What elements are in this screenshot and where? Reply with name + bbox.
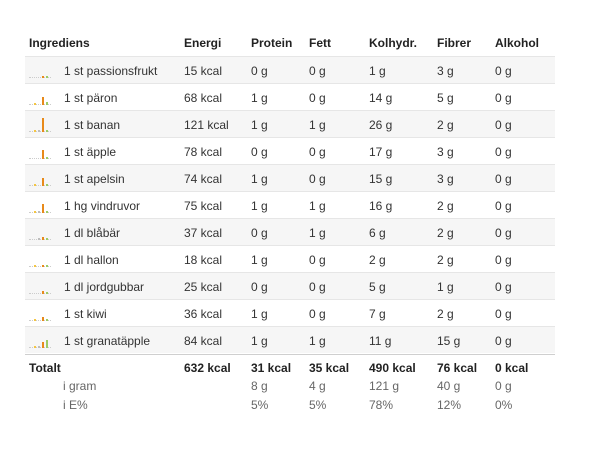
col-alkohol[interactable]: Alkohol bbox=[495, 36, 539, 50]
fiber-bar bbox=[46, 102, 48, 105]
cell-protein: 0 g bbox=[251, 226, 268, 240]
cell-fibrer: 15 g bbox=[437, 334, 461, 348]
carb-bar bbox=[42, 204, 44, 213]
cell-fett: 0 g bbox=[309, 280, 326, 294]
col-energi[interactable]: Energi bbox=[184, 36, 222, 50]
cell-name: 1 dl hallon bbox=[64, 253, 119, 267]
cell-fett: 1 g bbox=[309, 118, 326, 132]
totals-label: Totalt bbox=[29, 361, 61, 375]
cell-fibrer: 3 g bbox=[437, 172, 454, 186]
cell-kolhydr: 5 g bbox=[369, 280, 386, 294]
cell-name: 1 st päron bbox=[64, 91, 118, 105]
nutrient-sparkline-icon bbox=[29, 116, 53, 132]
cell-fett: 0 g bbox=[309, 64, 326, 78]
nutrient-sparkline-icon bbox=[29, 89, 53, 105]
table-row[interactable] bbox=[25, 218, 555, 245]
cell-protein: 1 g bbox=[251, 172, 268, 186]
nutrient-sparkline-icon bbox=[29, 170, 53, 186]
cell-alkohol: 0 g bbox=[495, 307, 512, 321]
cell-fibrer: 1 g bbox=[437, 280, 454, 294]
table-row[interactable] bbox=[25, 164, 555, 191]
carb-bar bbox=[42, 150, 44, 159]
carb-bar bbox=[42, 97, 44, 105]
table-row[interactable] bbox=[25, 110, 555, 137]
cell-energi: 36 kcal bbox=[184, 307, 223, 321]
fat-bar bbox=[38, 346, 40, 348]
carb-bar bbox=[42, 342, 44, 348]
cell-name: 1 st kiwi bbox=[64, 307, 107, 321]
cell-protein: 0 g bbox=[251, 280, 268, 294]
totals-energi: 632 kcal bbox=[184, 361, 231, 375]
protein-bar bbox=[34, 265, 36, 267]
fiber-bar bbox=[46, 265, 48, 267]
carb-bar bbox=[42, 178, 44, 186]
cell-name: 1 st apelsin bbox=[64, 172, 125, 186]
cell-fett: 1 g bbox=[309, 226, 326, 240]
nutrient-sparkline-icon bbox=[29, 224, 53, 240]
col-ingrediens[interactable]: Ingrediens bbox=[29, 36, 90, 50]
cell-fett: 0 g bbox=[309, 307, 326, 321]
gram-protein: 8 g bbox=[251, 379, 268, 393]
cell-energi: 37 kcal bbox=[184, 226, 223, 240]
cell-fibrer: 3 g bbox=[437, 64, 454, 78]
cell-protein: 1 g bbox=[251, 118, 268, 132]
cell-alkohol: 0 g bbox=[495, 145, 512, 159]
energy-pct-protein: 5% bbox=[251, 398, 269, 412]
fiber-bar bbox=[46, 211, 48, 213]
cell-fett: 0 g bbox=[309, 253, 326, 267]
energy-pct-alkohol: 0% bbox=[495, 398, 513, 412]
fat-bar bbox=[38, 211, 40, 213]
cell-fibrer: 2 g bbox=[437, 118, 454, 132]
energy-pct-label: i E% bbox=[63, 398, 88, 412]
table-row[interactable] bbox=[25, 245, 555, 272]
cell-alkohol: 0 g bbox=[495, 199, 512, 213]
protein-bar bbox=[34, 103, 36, 105]
cell-name: 1 dl jordgubbar bbox=[64, 280, 145, 294]
fiber-bar bbox=[46, 130, 48, 132]
cell-energi: 18 kcal bbox=[184, 253, 223, 267]
totals-protein: 31 kcal bbox=[251, 361, 292, 375]
nutrient-sparkline-icon bbox=[29, 305, 53, 321]
cell-energi: 121 kcal bbox=[184, 118, 229, 132]
gram-label: i gram bbox=[63, 379, 97, 393]
totals-divider bbox=[25, 354, 555, 355]
protein-bar bbox=[34, 184, 36, 186]
col-fett[interactable]: Fett bbox=[309, 36, 331, 50]
gram-kolhydr: 121 g bbox=[369, 379, 400, 393]
fiber-bar bbox=[46, 292, 48, 294]
cell-name: 1 hg vindruvor bbox=[64, 199, 141, 213]
table-row[interactable] bbox=[25, 326, 555, 353]
cell-kolhydr: 15 g bbox=[369, 172, 393, 186]
cell-protein: 0 g bbox=[251, 145, 268, 159]
cell-fett: 0 g bbox=[309, 172, 326, 186]
fiber-bar bbox=[46, 238, 48, 240]
cell-energi: 74 kcal bbox=[184, 172, 223, 186]
col-kolhydr[interactable]: Kolhydr. bbox=[369, 36, 418, 50]
cell-fibrer: 2 g bbox=[437, 307, 454, 321]
cell-protein: 1 g bbox=[251, 334, 268, 348]
cell-alkohol: 0 g bbox=[495, 226, 512, 240]
gram-fibrer: 40 g bbox=[437, 379, 461, 393]
cell-fibrer: 2 g bbox=[437, 199, 454, 213]
cell-kolhydr: 11 g bbox=[369, 334, 392, 348]
cell-kolhydr: 14 g bbox=[369, 91, 393, 105]
cell-name: 1 dl blåbär bbox=[64, 226, 121, 240]
cell-name: 1 st passionsfrukt bbox=[64, 64, 158, 78]
totals-kolhydr: 490 kcal bbox=[369, 361, 416, 375]
table-row[interactable] bbox=[25, 137, 555, 164]
fiber-bar bbox=[46, 184, 48, 186]
cell-kolhydr: 6 g bbox=[369, 226, 386, 240]
cell-alkohol: 0 g bbox=[495, 172, 512, 186]
cell-protein: 1 g bbox=[251, 253, 268, 267]
fiber-bar bbox=[46, 76, 48, 78]
totals-row bbox=[0, 361, 600, 377]
totals-fibrer: 76 kcal bbox=[437, 361, 478, 375]
fat-bar bbox=[38, 130, 40, 132]
protein-bar bbox=[34, 130, 36, 132]
protein-bar bbox=[34, 319, 36, 321]
totals-energy-pct-row bbox=[0, 398, 600, 414]
carb-bar bbox=[42, 118, 44, 132]
cell-energi: 15 kcal bbox=[184, 64, 223, 78]
totals-alkohol: 0 kcal bbox=[495, 361, 529, 375]
table-header bbox=[0, 36, 600, 52]
nutrient-sparkline-icon bbox=[29, 62, 53, 78]
cell-alkohol: 0 g bbox=[495, 118, 512, 132]
cell-fibrer: 5 g bbox=[437, 91, 454, 105]
energy-pct-kolhydr: 78% bbox=[369, 398, 394, 412]
fat-bar bbox=[38, 238, 40, 240]
nutrient-sparkline-icon bbox=[29, 197, 53, 213]
ingredient-list bbox=[25, 56, 555, 353]
nutrient-sparkline-icon bbox=[29, 332, 53, 348]
cell-alkohol: 0 g bbox=[495, 91, 512, 105]
col-protein[interactable]: Protein bbox=[251, 36, 293, 50]
gram-fett: 4 g bbox=[309, 379, 326, 393]
nutrient-sparkline-icon bbox=[29, 251, 53, 267]
cell-energi: 78 kcal bbox=[184, 145, 223, 159]
cell-energi: 68 kcal bbox=[184, 91, 223, 105]
carb-bar bbox=[42, 76, 44, 78]
table-row[interactable] bbox=[25, 191, 555, 218]
energy-pct-fett: 5% bbox=[309, 398, 327, 412]
cell-name: 1 st banan bbox=[64, 118, 121, 132]
carb-bar bbox=[42, 317, 44, 321]
cell-kolhydr: 26 g bbox=[369, 118, 393, 132]
protein-bar bbox=[34, 211, 36, 213]
table-row[interactable] bbox=[25, 83, 555, 110]
fiber-bar bbox=[46, 340, 48, 348]
cell-protein: 1 g bbox=[251, 307, 268, 321]
cell-alkohol: 0 g bbox=[495, 280, 512, 294]
cell-kolhydr: 1 g bbox=[369, 64, 386, 78]
cell-protein: 0 g bbox=[251, 64, 268, 78]
nutrient-sparkline-icon bbox=[29, 143, 53, 159]
cell-kolhydr: 7 g bbox=[369, 307, 386, 321]
carb-bar bbox=[42, 265, 44, 267]
totals-gram-row bbox=[0, 379, 600, 395]
cell-name: 1 st äpple bbox=[64, 145, 117, 159]
cell-name: 1 st granatäpple bbox=[64, 334, 151, 348]
cell-kolhydr: 2 g bbox=[369, 253, 386, 267]
fiber-bar bbox=[46, 157, 48, 159]
cell-protein: 1 g bbox=[251, 199, 268, 213]
cell-fett: 1 g bbox=[309, 199, 326, 213]
protein-bar bbox=[34, 346, 36, 348]
cell-fibrer: 3 g bbox=[437, 145, 454, 159]
carb-bar bbox=[42, 291, 44, 294]
cell-energi: 75 kcal bbox=[184, 199, 223, 213]
energy-pct-fibrer: 12% bbox=[437, 398, 462, 412]
cell-fett: 0 g bbox=[309, 145, 326, 159]
cell-protein: 1 g bbox=[251, 91, 268, 105]
cell-fibrer: 2 g bbox=[437, 253, 454, 267]
gram-alkohol: 0 g bbox=[495, 379, 512, 393]
cell-energi: 84 kcal bbox=[184, 334, 223, 348]
cell-fibrer: 2 g bbox=[437, 226, 454, 240]
col-fibrer[interactable]: Fibrer bbox=[437, 36, 472, 50]
cell-alkohol: 0 g bbox=[495, 253, 512, 267]
fiber-bar bbox=[46, 319, 48, 321]
nutrient-sparkline-icon bbox=[29, 278, 53, 294]
cell-kolhydr: 17 g bbox=[369, 145, 393, 159]
cell-fett: 1 g bbox=[309, 334, 326, 348]
table-row[interactable] bbox=[25, 299, 555, 326]
totals-fett: 35 kcal bbox=[309, 361, 350, 375]
cell-alkohol: 0 g bbox=[495, 64, 512, 78]
carb-bar bbox=[42, 237, 44, 240]
table-row[interactable] bbox=[25, 56, 555, 83]
table-row[interactable] bbox=[25, 272, 555, 299]
cell-fett: 0 g bbox=[309, 91, 326, 105]
cell-energi: 25 kcal bbox=[184, 280, 223, 294]
cell-alkohol: 0 g bbox=[495, 334, 512, 348]
cell-kolhydr: 16 g bbox=[369, 199, 393, 213]
